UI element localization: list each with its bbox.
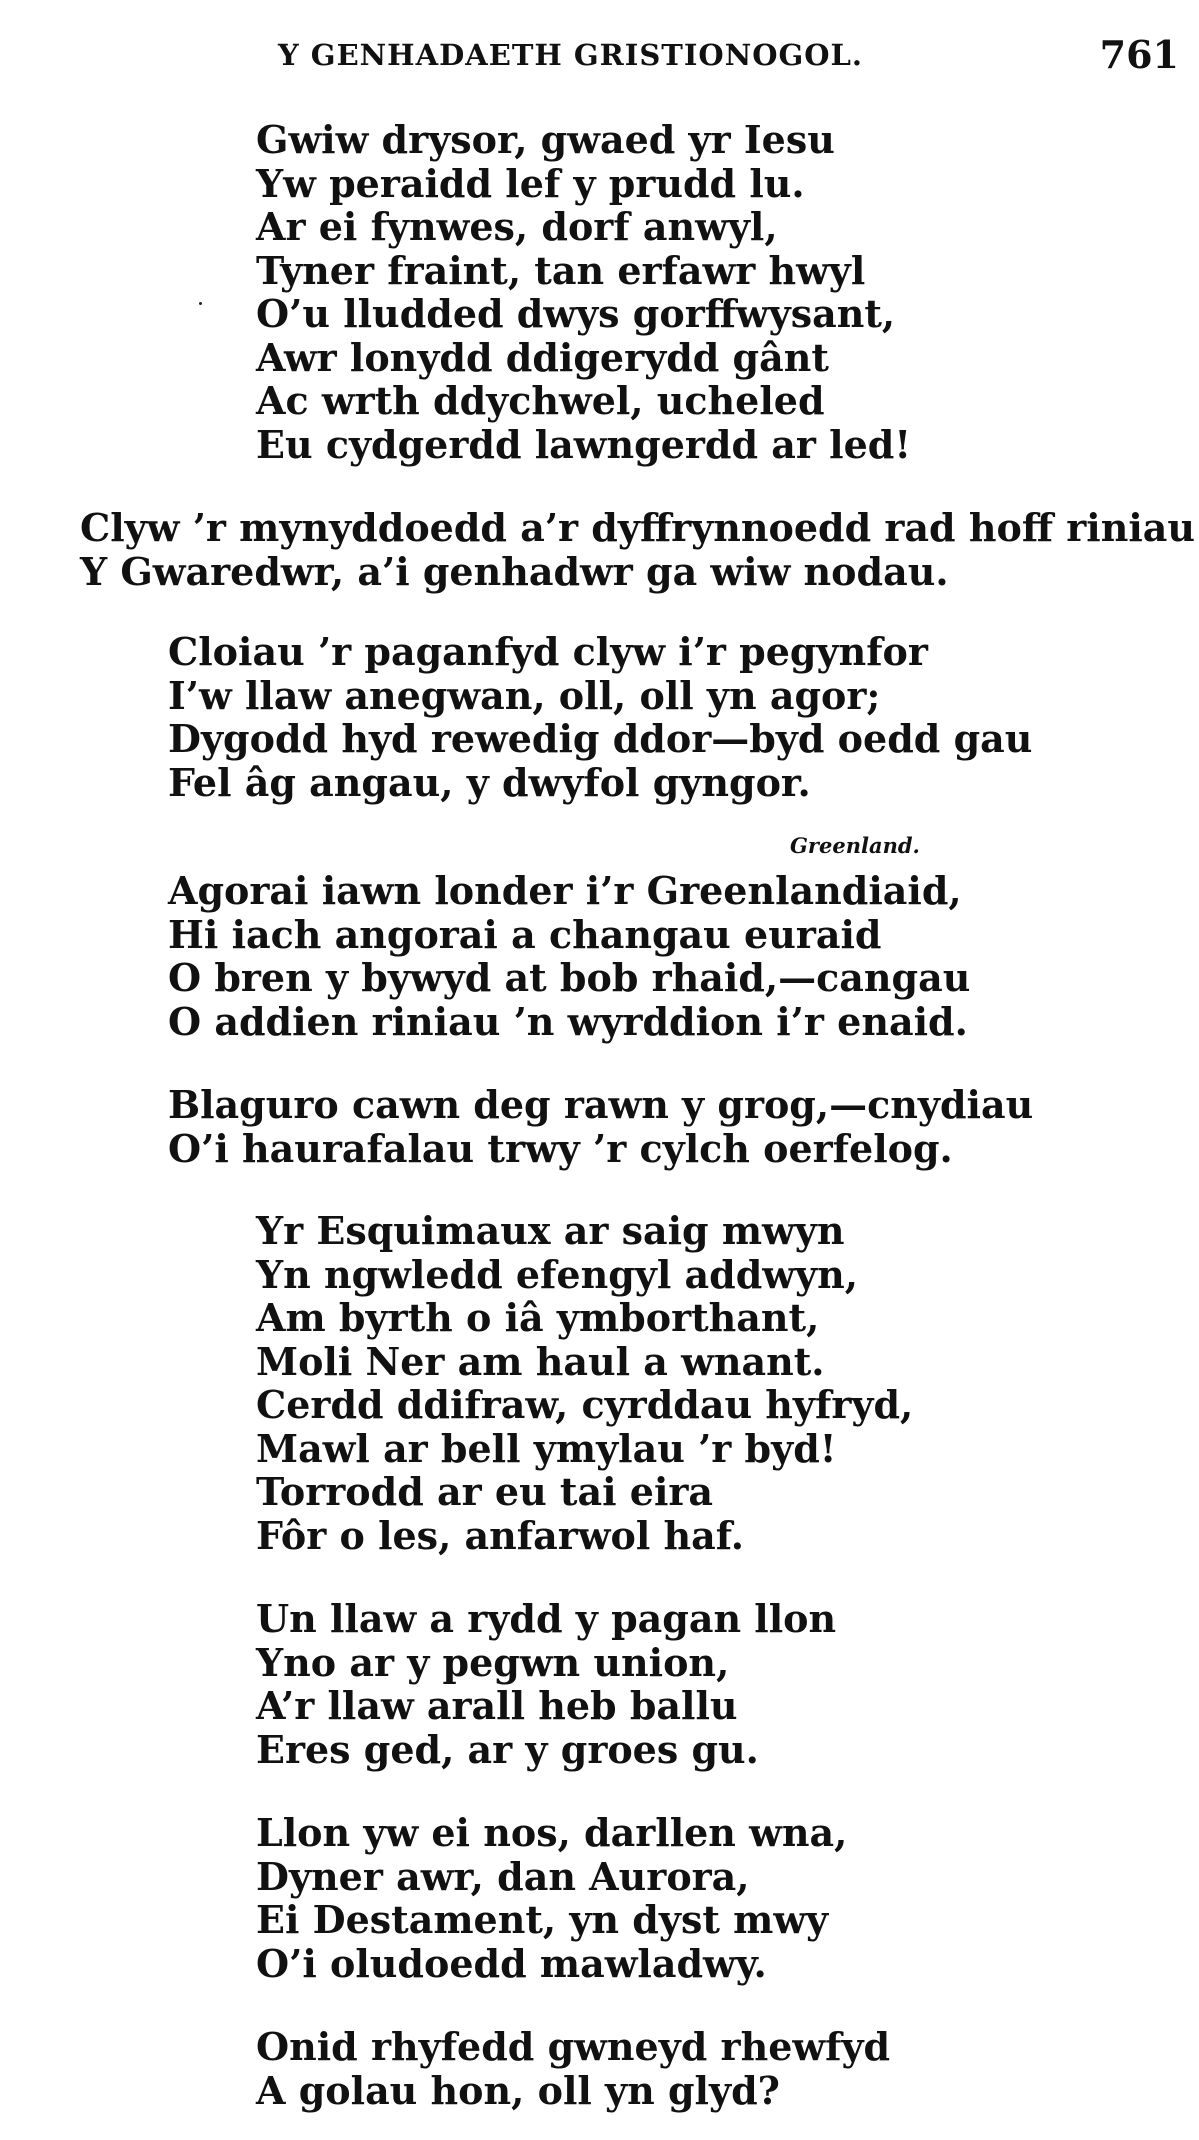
verse-line: O bren y bywyd at bob rhaid,—cangau	[168, 955, 971, 1000]
verse-line: Yr Esquimaux ar saig mwyn	[256, 1208, 845, 1253]
verse-line: A golau hon, oll yn glyd?	[256, 2067, 780, 2113]
verse-line: Eres ged, ar y groes gu.	[256, 1726, 759, 1772]
verse-line: I’w llaw anegwan, oll, oll yn agor;	[168, 672, 881, 718]
verse-line: Ei Destament, yn dyst mwy	[256, 1897, 829, 1942]
verse-line: Fôr o les, anfarwol haf.	[256, 1512, 744, 1558]
stanza-1	[256, 118, 911, 466]
verse-line: Gwiw drysor, gwaed yr Iesu	[256, 117, 835, 162]
verse-line: O addien riniau ’n wyrddion i’r enaid.	[168, 998, 968, 1044]
verse-line: Am byrth o iâ ymborthant,	[256, 1295, 820, 1340]
verse-line: Un llaw a rydd y pagan llon	[256, 1596, 837, 1641]
stanza-9	[256, 2025, 890, 2112]
verse-line: Yw peraidd lef y prudd lu.	[256, 160, 805, 206]
verse-line: Mawl ar bell ymylau ’r byd!	[256, 1425, 837, 1471]
stanza-8	[256, 1811, 847, 1985]
stanza-3	[168, 630, 1032, 804]
verse-line: Y Gwaredwr, a’i genhadwr ga wiw nodau.	[80, 548, 949, 594]
running-title: Y GENHADAETH GRISTIONOGOL.	[278, 38, 863, 72]
verse-line: Ar ei fynwes, dorf anwyl,	[256, 204, 778, 249]
verse-line: Fel âg angau, y dwyfol gyngor.	[168, 759, 811, 805]
verse-line: Cloiau ’r paganfyd clyw i’r pegynfor	[168, 629, 928, 674]
verse-line: Ac wrth ddychwel, ucheled	[256, 378, 825, 423]
verse-line: Agorai iawn londer i’r Greenlandiaid,	[168, 868, 962, 913]
verse-line: Blaguro cawn deg rawn y grog,—cnydiau	[168, 1082, 1034, 1127]
verse-line: Onid rhyfedd gwneyd rhewfyd	[256, 2024, 891, 2069]
stanza-7	[256, 1597, 836, 1771]
verse-line: Yn ngwledd efengyl addwyn,	[256, 1251, 858, 1297]
page-number: 761	[1099, 32, 1179, 77]
verse-line: Awr lonydd ddigerydd gânt	[256, 334, 829, 380]
stanza-2	[80, 506, 1195, 593]
verse-line: Yno ar y pegwn union,	[256, 1639, 730, 1685]
verse-line: Tyner fraint, tan erfawr hwyl	[256, 247, 866, 293]
side-note-greenland: Greenland.	[790, 833, 920, 858]
verse-line: Moli Ner am haul a wnant.	[256, 1338, 825, 1384]
verse-line: Torrodd ar eu tai eira	[256, 1469, 714, 1514]
stanza-4	[168, 869, 970, 1043]
verse-line: Cerdd ddifraw, cyrddau hyfryd,	[256, 1382, 914, 1427]
verse-line: Clyw ’r mynyddoedd a’r dyffrynnoedd rad hoff riniau	[80, 505, 1196, 550]
verse-line: O’u lludded dwys gorffwysant,	[256, 291, 896, 336]
print-speck	[199, 302, 202, 305]
verse-line: A’r llaw arall heb ballu	[256, 1683, 738, 1728]
verse-line: Dyner awr, dan Aurora,	[256, 1853, 750, 1899]
stanza-5	[168, 1083, 1033, 1170]
verse-line: Dygodd hyd rewedig ddor—byd oedd gau	[168, 716, 1033, 761]
verse-line: Eu cydgerdd lawngerdd ar led!	[256, 421, 912, 467]
stanza-6	[256, 1209, 913, 1557]
verse-line: Hi iach angorai a changau euraid	[168, 911, 882, 957]
verse-line: O’i oludoedd mawladwy.	[256, 1940, 767, 1986]
verse-line: O’i haurafalau trwy ’r cylch oerfelog.	[168, 1125, 953, 1171]
verse-line: Llon yw ei nos, darllen wna,	[256, 1810, 848, 1855]
